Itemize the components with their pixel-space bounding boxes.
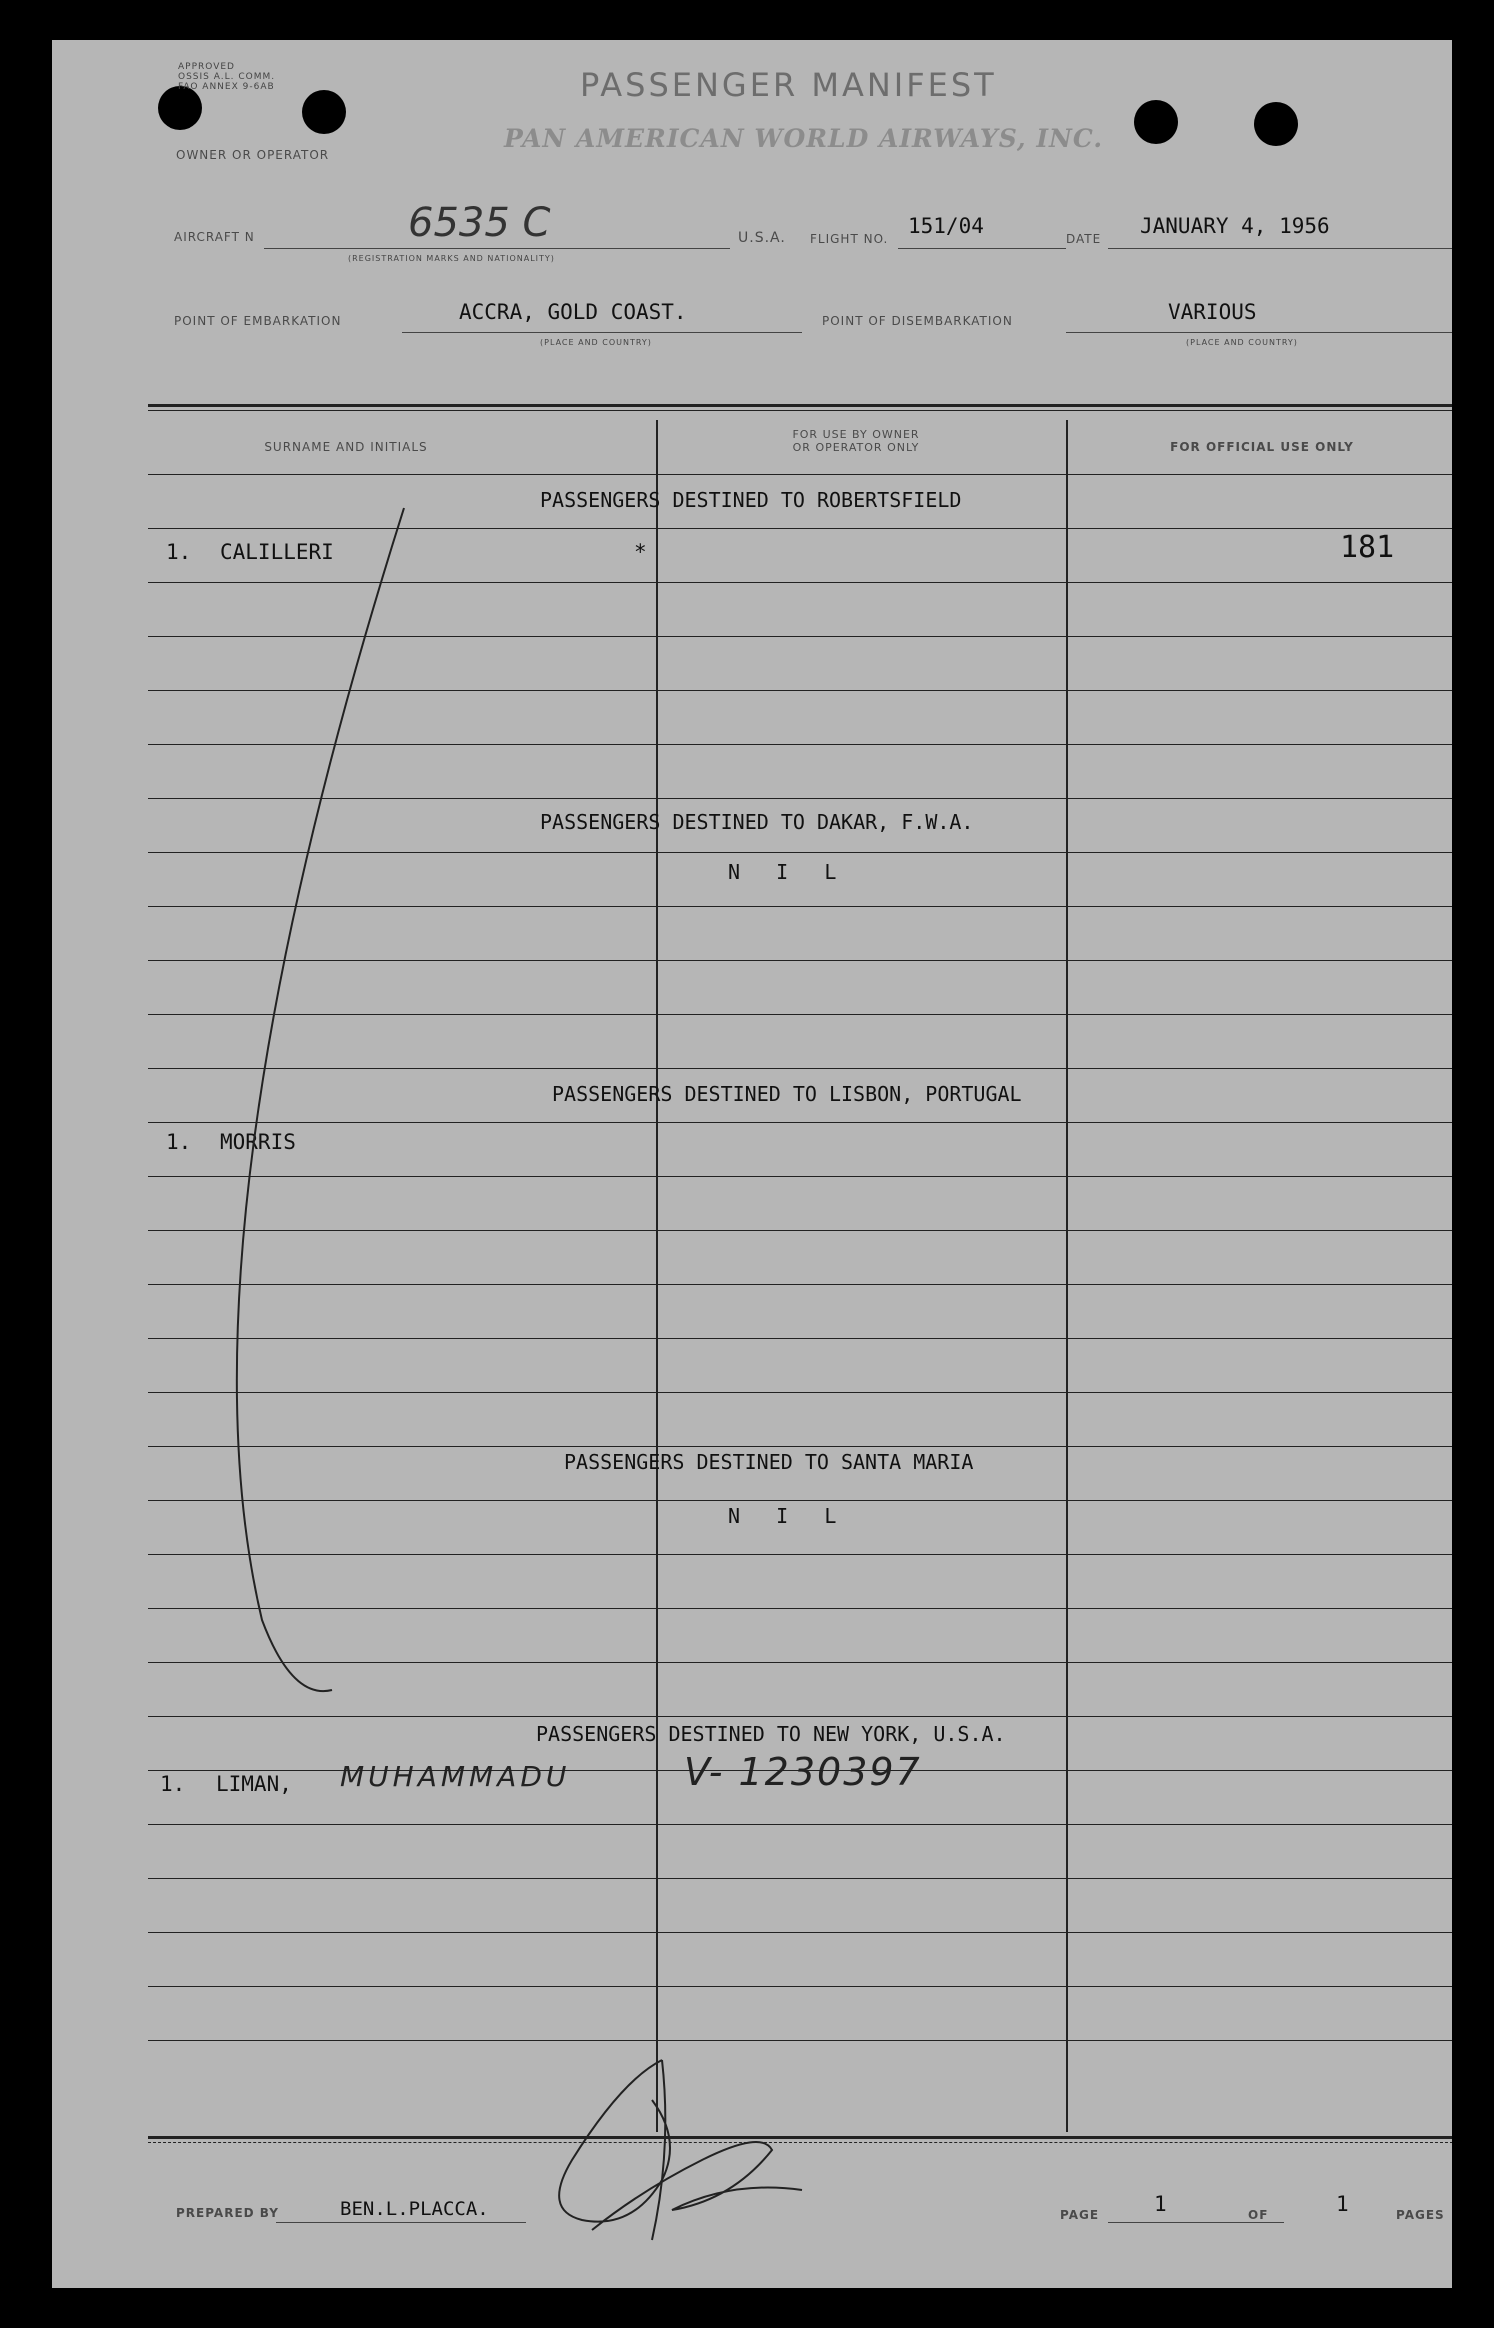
disembarkation-caption: (PLACE AND COUNTRY)	[1186, 338, 1298, 347]
prepared-by-name: BEN.L.PLACCA.	[340, 2198, 489, 2220]
passenger-name: CALILLERI	[220, 540, 334, 564]
section-heading-new-york: PASSENGERS DESTINED TO NEW YORK, U.S.A.	[536, 1722, 1006, 1746]
entry-number: 1.	[160, 1772, 186, 1796]
punch-hole-right-1	[1134, 100, 1178, 144]
embarkation-label: POINT OF EMBARKATION	[174, 314, 342, 328]
passenger-name: LIMAN,	[216, 1772, 292, 1796]
nil-indicator: N I L	[728, 860, 837, 884]
section-heading-robertsfield: PASSENGERS DESTINED TO ROBERTSFIELD	[540, 488, 962, 512]
entry-number: 1.	[166, 1130, 192, 1154]
pages-label: PAGES	[1396, 2208, 1445, 2222]
disembarkation-label: POINT OF DISEMBARKATION	[822, 314, 1013, 328]
stamp-line-2: OSSIS A.L. COMM.	[178, 72, 276, 82]
date-value: JANUARY 4, 1956	[1140, 214, 1330, 238]
stamp-line-3: FAO ANNEX 9-6AB	[178, 82, 275, 92]
of-label: OF	[1248, 2208, 1269, 2222]
aircraft-caption: (REGISTRATION MARKS AND NATIONALITY)	[348, 254, 555, 263]
column-header-surname: SURNAME AND INITIALS	[264, 440, 428, 454]
column-divider-2	[1066, 420, 1068, 2132]
passenger-mark: *	[634, 540, 647, 564]
bracket-pen-stroke	[52, 40, 752, 1840]
nil-indicator: N I L	[728, 1504, 837, 1528]
disembarkation-value: VARIOUS	[1168, 300, 1257, 324]
page-label: PAGE	[1060, 2208, 1100, 2222]
prepared-by-label: PREPARED BY	[176, 2206, 279, 2220]
page-total: 1	[1336, 2192, 1349, 2216]
passenger-given-name-handwritten: MUHAMMADU	[340, 1760, 571, 1793]
owner-label: OWNER OR OPERATOR	[176, 148, 330, 162]
flight-label: FLIGHT NO.	[810, 232, 889, 246]
ruled-line	[148, 1986, 1452, 1987]
section-heading-santa-maria: PASSENGERS DESTINED TO SANTA MARIA	[564, 1450, 974, 1474]
embarkation-value: ACCRA, GOLD COAST.	[459, 300, 687, 324]
aircraft-registration: 6535 C	[408, 200, 551, 246]
section-heading-lisbon: PASSENGERS DESTINED TO LISBON, PORTUGAL	[552, 1082, 1022, 1106]
usa-label: U.S.A.	[738, 230, 786, 246]
stamp-line-1: APPROVED	[178, 62, 235, 72]
column-header-official: FOR OFFICIAL USE ONLY	[1170, 440, 1354, 454]
passenger-name: MORRIS	[220, 1130, 296, 1154]
date-label: DATE	[1066, 232, 1102, 246]
visa-number-handwritten: V- 1230397	[684, 1750, 922, 1794]
embarkation-caption: (PLACE AND COUNTRY)	[540, 338, 652, 347]
entry-number: 1.	[166, 540, 192, 564]
section-heading-dakar: PASSENGERS DESTINED TO DAKAR, F.W.A.	[540, 810, 974, 834]
official-number: 181	[1340, 530, 1395, 565]
column-header-owner-use: FOR USE BY OWNER OR OPERATOR ONLY	[792, 428, 920, 454]
page-number: 1	[1154, 2192, 1167, 2216]
manifest-sheet	[52, 40, 1452, 2288]
ruled-line	[148, 1932, 1452, 1933]
signature	[502, 2040, 822, 2260]
ruled-line	[148, 1878, 1452, 1879]
punch-hole-right-2	[1254, 102, 1298, 146]
page-title: PASSENGER MANIFEST	[580, 66, 997, 104]
airline-name: PAN AMERICAN WORLD AIRWAYS, INC.	[504, 124, 1104, 153]
aircraft-label: AIRCRAFT N	[174, 230, 255, 244]
flight-number: 151/04	[908, 214, 984, 238]
